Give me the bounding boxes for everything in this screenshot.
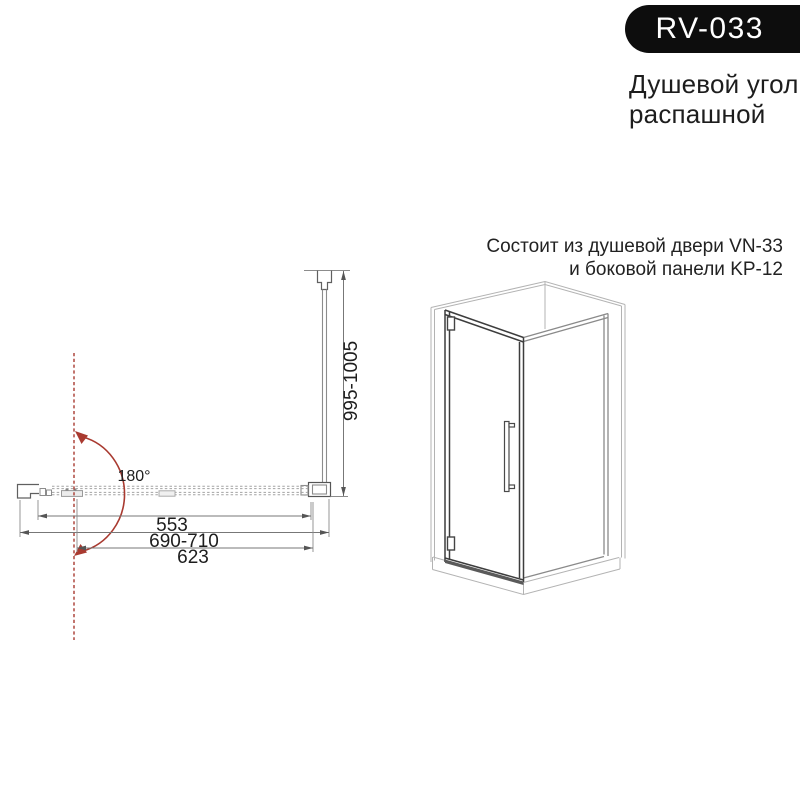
composition-line1: Состоит из душевой двери VN-33 — [486, 236, 783, 257]
door-handle — [505, 422, 515, 492]
dim-553-label: 553 — [156, 515, 188, 536]
page-title-line1: Душевой угол — [629, 69, 799, 99]
iso-door — [445, 310, 524, 585]
wall-profile-left — [18, 485, 52, 499]
page-title-line2: распашной — [629, 99, 766, 129]
iso-side-panel — [524, 314, 609, 579]
iso-walls — [431, 282, 625, 563]
model-badge-label: RV-033 — [655, 12, 764, 45]
door-plan-dashed — [52, 486, 309, 496]
hinge-top — [448, 317, 455, 330]
swing-arc — [74, 431, 151, 556]
dim-690-710-label: 690-710 — [149, 531, 219, 552]
iso-hinges — [448, 317, 455, 550]
iso-door-threshold — [445, 560, 524, 586]
dim-623-label: 623 — [177, 547, 209, 568]
arc-arrow-top — [75, 431, 88, 444]
isometric-drawing — [400, 270, 670, 600]
model-badge — [625, 5, 800, 53]
plan-view-drawing — [0, 250, 400, 650]
page-title — [629, 69, 799, 129]
hinge-bottom — [448, 537, 455, 550]
composition-line2: и боковой панели KP-12 — [569, 259, 783, 280]
dimension-panel-depth — [341, 271, 362, 496]
angle-label: 180° — [117, 468, 151, 485]
dim-995-1005-label: 995-1005 — [341, 340, 362, 422]
